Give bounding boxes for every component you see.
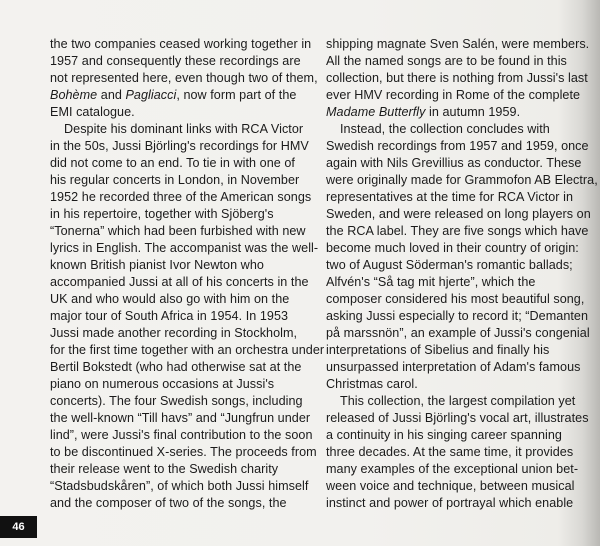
text-line: This collection, the largest compilation yet	[340, 394, 576, 408]
text-line: their release went to the Swedish charity	[50, 462, 279, 476]
text-line: ever HMV recording in Rome of the complete	[326, 88, 581, 102]
left-text-column	[50, 36, 325, 512]
text-line: become much loved in their country of origin:	[326, 241, 579, 255]
text-line: not represented here, even though two of them,	[50, 71, 318, 85]
text-line: Sweden, and were released on long players on	[326, 207, 591, 221]
text-line: released of Jussi Björling's vocal art, illustrates	[326, 411, 589, 425]
text-line: Despite his dominant links with RCA Victor	[64, 122, 304, 136]
text-line: “Tonerna” which had been furbished with new	[50, 224, 306, 238]
text-line: known British pianist Ivor Newton who	[50, 258, 264, 272]
text-line: the two companies ceased working together in	[50, 37, 312, 51]
text-line: did not come to an end. To tie in with one of	[50, 156, 295, 170]
text-line: concerts). The four Swedish songs, including	[50, 394, 303, 408]
text-line: major tour of South Africa in 1954. In 1953	[50, 309, 289, 323]
text-line: for the first time together with an orchestra under	[50, 343, 325, 357]
text-line: unsurpassed interpretation of Adam's famous	[326, 360, 581, 374]
text-line: ween voice and technique, between musical	[326, 479, 575, 493]
text-line: asking Jussi especially to record it; “Demanten	[326, 309, 589, 323]
text-line: many examples of the exceptional union bet-	[326, 462, 579, 476]
text-line: Christmas carol.	[326, 377, 418, 391]
text-line: på marssnön”, an example of Jussi's congenial	[326, 326, 590, 340]
text-line: accompanied Jussi at all of his concerts in the	[50, 275, 309, 289]
text-line: representatives at the time for RCA Victor in	[326, 190, 574, 204]
text-line: the well-known “Till havs” and “Jungfrun under	[50, 411, 311, 425]
text-line: Swedish recordings from 1957 and 1959, once	[326, 139, 589, 153]
text-line: Madame Butterfly in autumn 1959.	[326, 105, 521, 119]
text-line: to be discontinued X-series. The proceeds from	[50, 445, 317, 459]
text-line: lyrics in English. The accompanist was the well-	[50, 241, 319, 255]
page-number-badge: 46	[0, 516, 37, 538]
text-line: were originally made for Grammofon AB Electra,	[326, 173, 598, 187]
right-text-column	[326, 36, 598, 512]
text-line: 1952 he recorded three of the American songs	[50, 190, 312, 204]
text-line: EMI catalogue.	[50, 105, 135, 119]
text-line: Alfvén's “Så tag mit hjerte”, which the	[326, 275, 536, 289]
text-line: collection, but there is nothing from Jussi's last	[326, 71, 588, 85]
text-line: Jussi made another recording in Stockholm,	[50, 326, 298, 340]
text-line: Bertil Bokstedt (who had otherwise sat at the	[50, 360, 302, 374]
text-line: in his repertoire, together with Sjöberg's	[50, 207, 274, 221]
text-line: 1957 and consequently these recordings are	[50, 54, 301, 68]
text-line: his regular concerts in London, in November	[50, 173, 300, 187]
text-line: three decades. At the same time, it provides	[326, 445, 574, 459]
text-line: piano on numerous occasions at Jussi's	[50, 377, 275, 391]
text-line: instinct and power of portrayal which enable	[326, 496, 574, 510]
text-line: two of August Söderman's romantic ballads;	[326, 258, 573, 272]
text-line: a continuity in his singing career spanning	[326, 428, 562, 442]
text-line: interpretations of Sibelius and finally his	[326, 343, 550, 357]
text-line: again with Nils Grevillius as conductor. These	[326, 156, 582, 170]
text-line: Instead, the collection concludes with	[340, 122, 550, 136]
text-line: UK and who would also go with him on the	[50, 292, 290, 306]
text-line: and the composer of two of the songs, the	[50, 496, 287, 510]
text-line: composer considered his most beautiful song,	[326, 292, 585, 306]
text-line: All the named songs are to be found in this	[326, 54, 567, 68]
text-line: Bohème and Pagliacci, now form part of the	[50, 88, 297, 102]
text-line: lind”, were Jussi's final contribution to the soon	[50, 428, 313, 442]
text-line: shipping magnate Sven Salén, were members.	[326, 37, 590, 51]
text-line: “Stadsbudskåren”, of which both Jussi himself	[50, 479, 309, 493]
text-line: in the 50s, Jussi Björling's recordings for HMV	[50, 139, 309, 153]
text-line: the RCA label. They are five songs which have	[326, 224, 589, 238]
